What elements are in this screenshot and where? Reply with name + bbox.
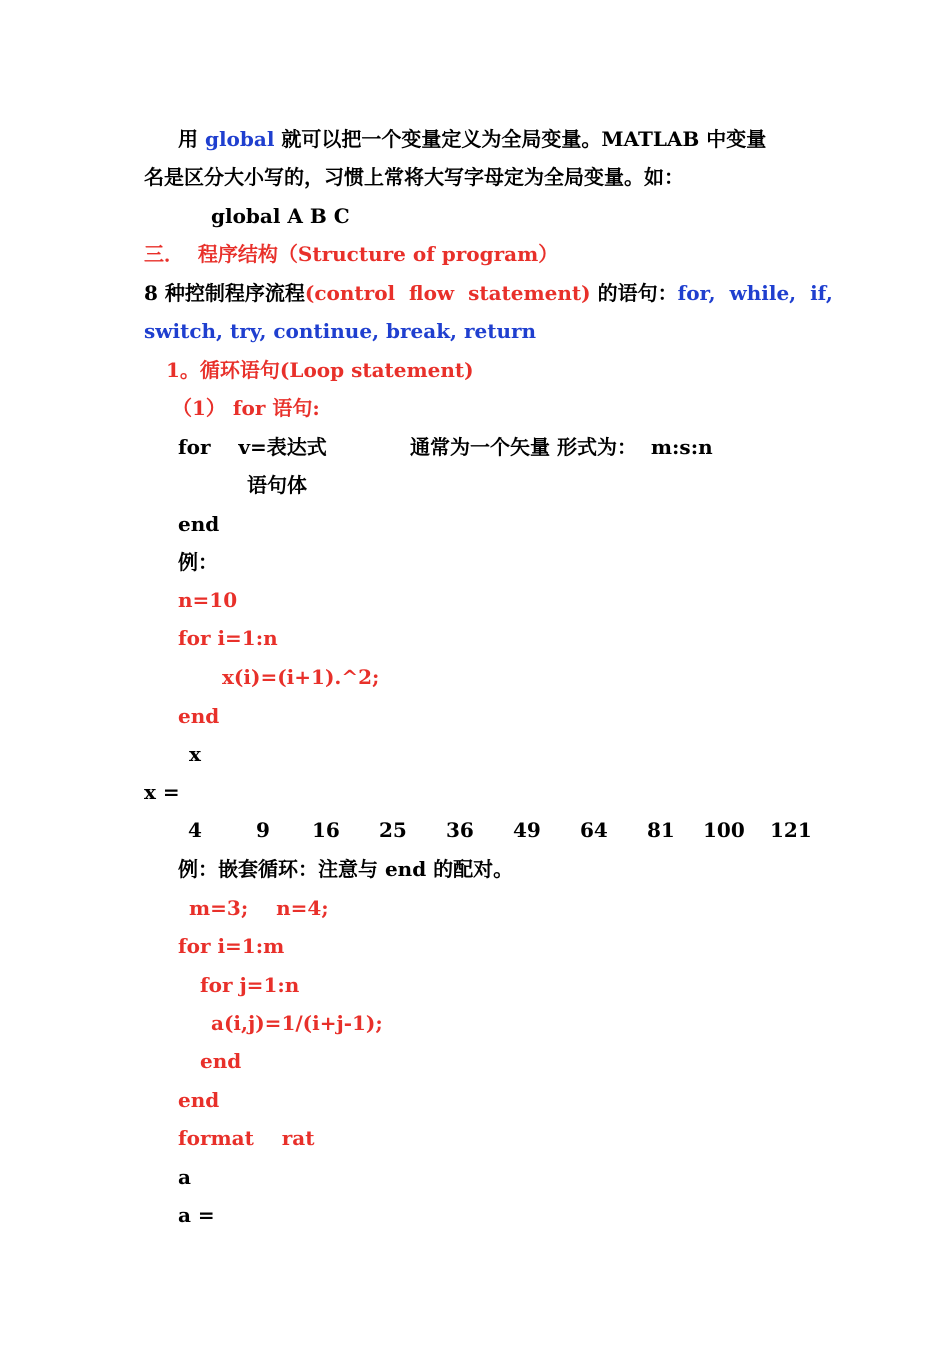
x-value: 64 [580,818,608,842]
para2-pre-text: 8 种控制程序流程 [144,281,305,305]
ex1-code-line: end [178,704,220,728]
x-value: 16 [312,818,340,842]
ex1-code-line: x(i)=(i+1).^2; [222,665,380,689]
for-syntax-end: end [178,512,220,536]
x-command: x [189,742,201,766]
ex2-code-line: end [200,1049,242,1073]
keyword-global: global [204,127,275,151]
ex1-code-line: n=10 [178,588,238,612]
x-value: 100 [703,818,745,842]
ex2-code-line: for i=1:m [178,934,285,958]
for-syntax-body: 语句体 [247,473,307,497]
para1-line2: 名是区分大小写的，习惯上常将大写字母定为全局变量。如： [144,165,684,189]
section3-heading: 三． 程序结构（Structure of program） [144,242,559,266]
para2-line1 [144,280,833,306]
para1-line1 [178,126,766,152]
keywords-line1: for, while, if, [677,281,833,305]
for-syntax-line: for v=表达式 [178,435,327,459]
ex2-code-line: format rat [178,1126,315,1150]
x-value: 9 [256,818,270,842]
ex2-code-line: a(i,j)=1/(i+j-1); [211,1011,383,1035]
for-heading: （1） for 语句: [172,396,320,420]
ex2-code-line: for j=1:n [200,973,300,997]
x-value: 121 [770,818,812,842]
para1-post-text: 就可以把一个变量定义为全局变量。MATLAB 中变量 [274,127,767,151]
x-output-row [0,817,952,843]
a-equals: a = [178,1203,215,1227]
example1-label: 例： [178,550,218,574]
x-value: 81 [647,818,675,842]
x-value: 36 [446,818,474,842]
x-value: 49 [513,818,541,842]
x-value: 4 [188,818,202,842]
example2-label: 例：嵌套循环：注意与 end 的配对。 [178,857,514,881]
ex2-code-line: m=3; n=4; [189,896,329,920]
ex1-code-line: for i=1:n [178,626,278,650]
for-syntax-note: 通常为一个矢量 形式为： m:s:n [410,435,713,459]
para1-pre-text: 用 [178,127,205,151]
global-example: global A B C [211,204,350,228]
x-equals: x = [144,780,180,804]
control-flow-term: (control flow statement) [304,281,591,305]
x-value: 25 [379,818,407,842]
a-command: a [178,1165,191,1189]
loop-heading: 1。循环语句(Loop statement) [166,358,474,382]
ex2-code-line: end [178,1088,220,1112]
keywords-line2: switch, try, continue, break, return [144,319,537,343]
para2-mid-text: 的语句： [590,281,678,305]
